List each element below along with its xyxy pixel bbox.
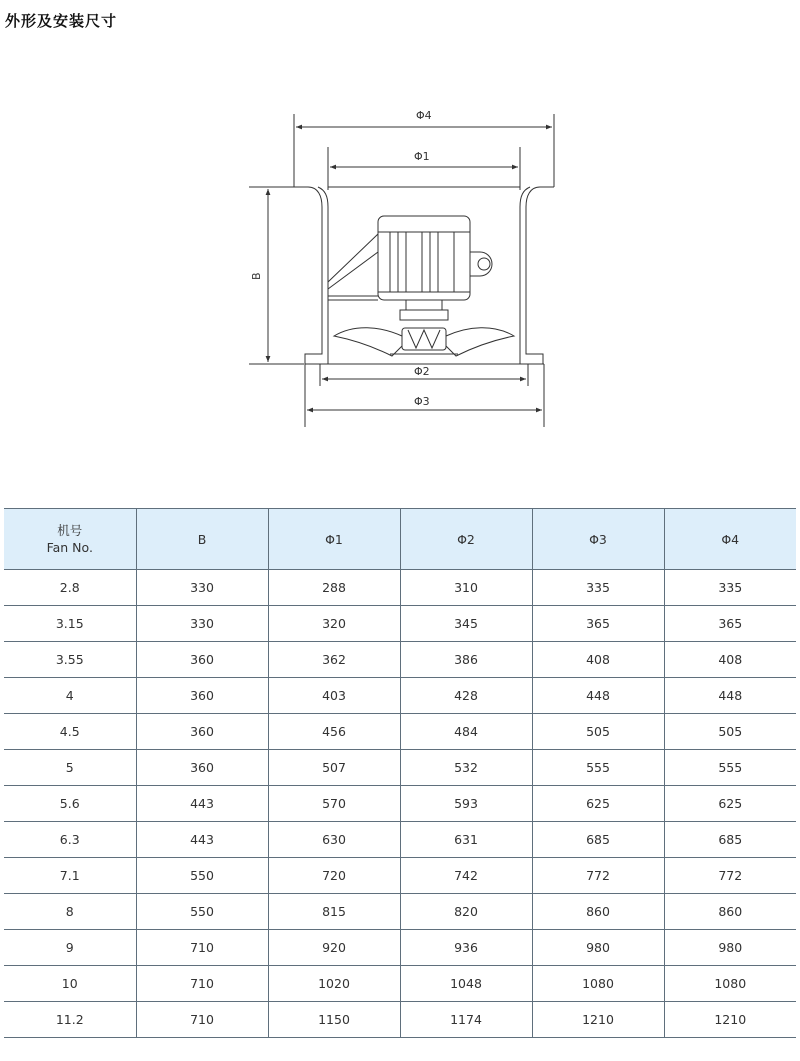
table-cell: 408 (532, 642, 664, 678)
label-phi3: Φ3 (414, 395, 430, 408)
table-cell: 710 (136, 966, 268, 1002)
dimension-table (4, 508, 796, 1038)
table-cell: 1048 (400, 966, 532, 1002)
table-cell: 362 (268, 642, 400, 678)
column-header: 机号 Fan No. (4, 509, 136, 570)
table-cell: 625 (532, 786, 664, 822)
table-row (4, 570, 796, 606)
table-cell: 10 (4, 966, 136, 1002)
table-cell: 310 (400, 570, 532, 606)
table-cell: 550 (136, 858, 268, 894)
motor-body (378, 216, 470, 300)
table-cell: 335 (664, 570, 796, 606)
table-cell: 772 (664, 858, 796, 894)
column-header: Φ3 (532, 509, 664, 570)
table-cell: 1210 (532, 1002, 664, 1038)
table-row (4, 822, 796, 858)
table-cell: 1020 (268, 966, 400, 1002)
table-row (4, 678, 796, 714)
table-cell: 720 (268, 858, 400, 894)
table-row (4, 750, 796, 786)
table-cell: 505 (664, 714, 796, 750)
motor-terminal-box (470, 252, 492, 276)
table-cell: 772 (532, 858, 664, 894)
table-cell: 320 (268, 606, 400, 642)
label-phi4: Φ4 (416, 109, 432, 122)
table-row (4, 1002, 796, 1038)
table-row (4, 786, 796, 822)
table-cell: 9 (4, 930, 136, 966)
table-cell: 360 (136, 750, 268, 786)
table-cell: 7.1 (4, 858, 136, 894)
table-cell: 555 (532, 750, 664, 786)
table-cell: 330 (136, 606, 268, 642)
table-cell: 685 (532, 822, 664, 858)
table-row (4, 714, 796, 750)
table-cell: 365 (664, 606, 796, 642)
table-cell: 3.15 (4, 606, 136, 642)
column-header: Φ1 (268, 509, 400, 570)
table-cell: 335 (532, 570, 664, 606)
table-cell: 820 (400, 894, 532, 930)
table-cell: 710 (136, 1002, 268, 1038)
housing-right-wall (520, 187, 554, 364)
table-row (4, 930, 796, 966)
table-cell: 448 (664, 678, 796, 714)
table-cell: 443 (136, 822, 268, 858)
table-cell: 593 (400, 786, 532, 822)
table-cell: 860 (532, 894, 664, 930)
table-cell: 936 (400, 930, 532, 966)
table-cell: 505 (532, 714, 664, 750)
table-cell: 5.6 (4, 786, 136, 822)
table-cell: 710 (136, 930, 268, 966)
table-cell: 345 (400, 606, 532, 642)
table-cell: 4 (4, 678, 136, 714)
table-cell: 360 (136, 714, 268, 750)
table-row (4, 858, 796, 894)
table-cell: 428 (400, 678, 532, 714)
table-cell: 742 (400, 858, 532, 894)
table-cell: 448 (532, 678, 664, 714)
table-cell: 630 (268, 822, 400, 858)
table-cell: 360 (136, 678, 268, 714)
table-cell: 1174 (400, 1002, 532, 1038)
table-cell: 4.5 (4, 714, 136, 750)
table-cell: 288 (268, 570, 400, 606)
fan-blade-left (334, 328, 402, 356)
table-cell: 1080 (664, 966, 796, 1002)
table-header-row (4, 509, 796, 570)
table-cell: 860 (664, 894, 796, 930)
table-cell: 6.3 (4, 822, 136, 858)
table-cell: 1150 (268, 1002, 400, 1038)
table-cell: 330 (136, 570, 268, 606)
table-cell: 2.8 (4, 570, 136, 606)
label-phi2: Φ2 (414, 365, 430, 378)
fan-blade-right (446, 328, 514, 356)
table-cell: 685 (664, 822, 796, 858)
table-cell: 980 (532, 930, 664, 966)
table-row (4, 966, 796, 1002)
table-cell: 5 (4, 750, 136, 786)
table-cell: 443 (136, 786, 268, 822)
table-cell: 631 (400, 822, 532, 858)
table-cell: 1080 (532, 966, 664, 1002)
table-cell: 625 (664, 786, 796, 822)
table-cell: 980 (664, 930, 796, 966)
table-cell: 507 (268, 750, 400, 786)
table-cell: 920 (268, 930, 400, 966)
table-cell: 11.2 (4, 1002, 136, 1038)
page-title: 外形及安装尺寸 (5, 12, 118, 30)
housing-left-wall (294, 187, 328, 364)
column-header: Φ2 (400, 509, 532, 570)
table-cell: 1210 (664, 1002, 796, 1038)
table-cell: 484 (400, 714, 532, 750)
table-cell: 456 (268, 714, 400, 750)
column-header: B (136, 509, 268, 570)
table-row (4, 894, 796, 930)
table-cell: 3.55 (4, 642, 136, 678)
table-row (4, 606, 796, 642)
table-cell: 8 (4, 894, 136, 930)
table-cell: 570 (268, 786, 400, 822)
table-row (4, 642, 796, 678)
table-cell: 550 (136, 894, 268, 930)
column-header: Φ4 (664, 509, 796, 570)
fan-dimension-diagram (0, 0, 800, 470)
table-cell: 532 (400, 750, 532, 786)
table-cell: 386 (400, 642, 532, 678)
table-cell: 403 (268, 678, 400, 714)
table-cell: 365 (532, 606, 664, 642)
table-cell: 815 (268, 894, 400, 930)
label-phi1: Φ1 (414, 150, 430, 163)
table-cell: 555 (664, 750, 796, 786)
table-body (4, 570, 796, 1038)
table-cell: 360 (136, 642, 268, 678)
table-cell: 408 (664, 642, 796, 678)
motor-shaft (406, 300, 442, 310)
label-b: B (250, 272, 263, 280)
